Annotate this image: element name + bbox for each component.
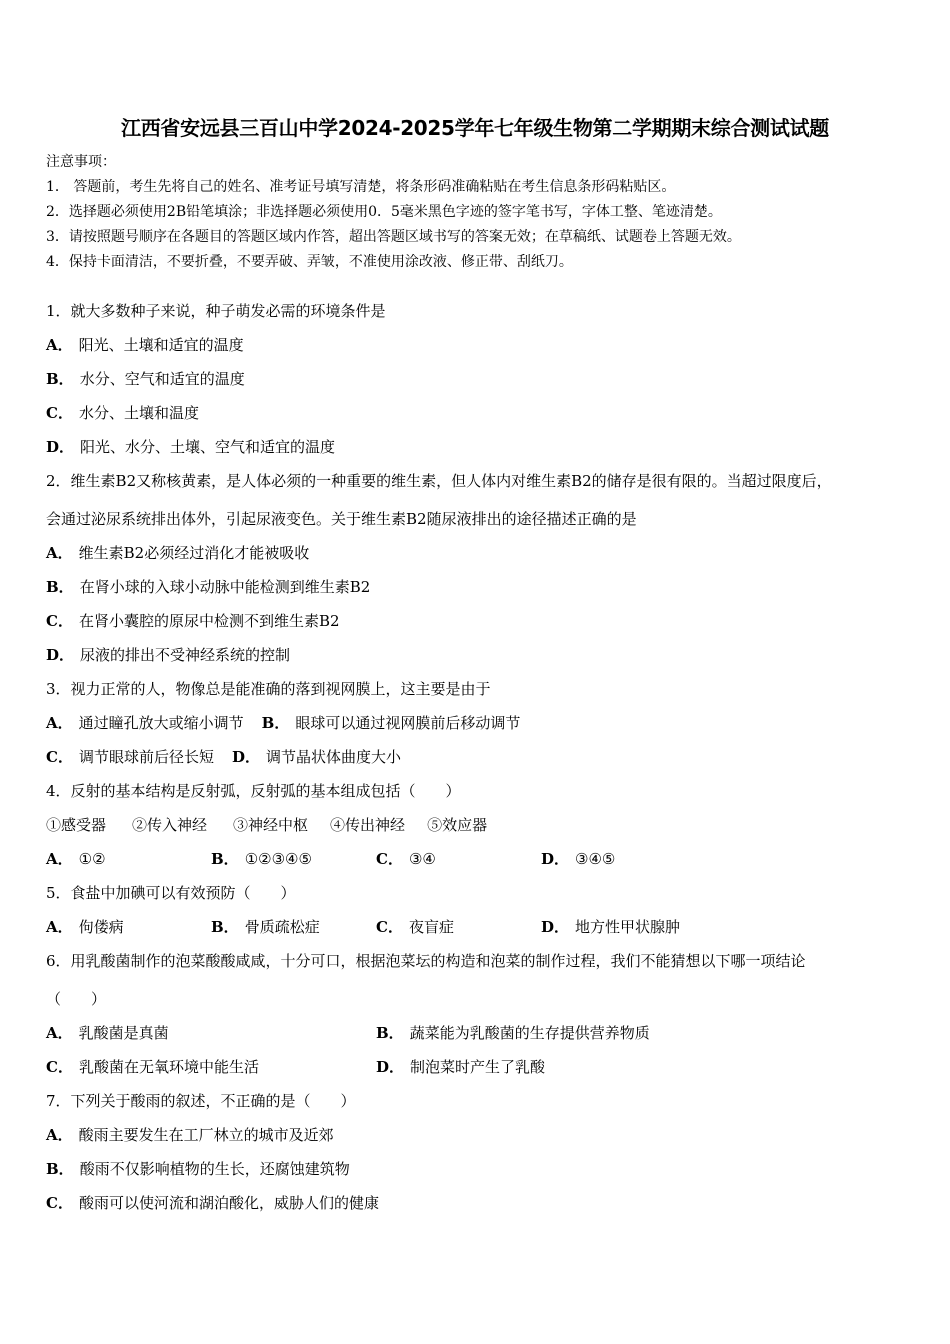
option-text: 骨质疏松症 <box>244 918 320 936</box>
option-text: ①②③④⑤ <box>244 850 312 868</box>
option-text: 酸雨主要发生在工厂林立的城市及近郊 <box>78 1126 334 1144</box>
question-6-option-d[interactable] <box>376 1053 545 1087</box>
option-label: B． <box>261 714 290 732</box>
question-2-option-a[interactable] <box>46 539 926 573</box>
notice-item: 1． 答题前，考生先将自己的姓名、准考证号填写清楚，将条形码准确粘贴在考生信息条形码粘贴区。 <box>46 179 676 195</box>
question-5-options <box>46 913 926 947</box>
option-label: D． <box>231 748 260 766</box>
option-text: 制泡菜时产生了乳酸 <box>410 1058 546 1076</box>
question-3-stem: 3．视力正常的人，物像总是能准确的落到视网膜上，这主要是由于 <box>46 680 491 698</box>
option-label: B． <box>46 1160 74 1178</box>
notice-heading: 注意事项： <box>46 154 116 170</box>
questions-section <box>46 297 926 1223</box>
question-1-option-d[interactable] <box>46 433 926 467</box>
question-2-stem-line-2: 会通过泌尿系统排出体外，引起尿液变色。关于维生素B2随尿液排出的途径描述正确的是 <box>46 510 637 528</box>
question-3-option-a[interactable] <box>46 709 244 737</box>
question-7-option-b[interactable] <box>46 1155 926 1189</box>
question-6-stem-line-1: 6．用乳酸菌制作的泡菜酸酸咸咸，十分可口，根据泡菜坛的构造和泡菜的制作过程，我们不能猜想以下哪一项结论 <box>46 952 806 970</box>
question-3-options-row-1 <box>46 709 926 743</box>
option-text: 维生素B2必须经过消化才能被吸收 <box>78 544 310 562</box>
option-label: A． <box>46 336 73 354</box>
question-5-stem: 5．食盐中加碘可以有效预防（ ） <box>46 884 296 902</box>
question-3-option-d[interactable] <box>232 743 401 771</box>
option-label: B． <box>376 1024 404 1042</box>
question-4-options <box>46 845 926 879</box>
option-text: 佝偻病 <box>78 918 124 936</box>
question-3-options-row-2 <box>46 743 926 777</box>
question-3-option-c[interactable] <box>46 743 214 771</box>
option-label: B． <box>211 850 239 868</box>
question-2-option-c[interactable] <box>46 607 926 641</box>
option-text: 酸雨可以使河流和湖泊酸化，威胁人们的健康 <box>78 1194 379 1212</box>
option-label: B． <box>211 918 239 936</box>
option-text: 调节晶状体曲度大小 <box>265 748 401 766</box>
option-text: 地方性甲状腺肿 <box>575 918 681 936</box>
option-text: 尿液的排出不受神经系统的控制 <box>80 646 291 664</box>
question-4-option-a[interactable] <box>46 845 211 879</box>
option-label: C． <box>376 850 403 868</box>
option-label: D． <box>46 646 75 664</box>
question-4-parts <box>46 811 926 845</box>
option-label: D． <box>541 918 570 936</box>
option-text: 在肾小囊腔的原尿中检测不到维生素B2 <box>78 612 340 630</box>
option-label: C． <box>376 918 403 936</box>
question-6-option-c[interactable] <box>46 1053 376 1087</box>
option-label: C． <box>46 748 73 766</box>
part-item: ①感受器 <box>46 816 107 834</box>
question-7-option-c[interactable] <box>46 1189 926 1223</box>
notice-item: 3．请按照题号顺序在各题目的答题区域内作答，超出答题区域书写的答案无效；在草稿纸、试题卷上答题无效。 <box>46 229 741 245</box>
option-text: 蔬菜能为乳酸菌的生存提供营养物质 <box>409 1024 650 1042</box>
option-label: A． <box>46 918 73 936</box>
option-label: D． <box>46 438 75 456</box>
option-text: 阳光、水分、土壤、空气和适宜的温度 <box>80 438 336 456</box>
question-5-option-a[interactable] <box>46 913 211 947</box>
option-text: ③④⑤ <box>575 850 616 868</box>
notice-item: 4．保持卡面清洁，不要折叠，不要弄破、弄皱，不准使用涂改液、修正带、刮纸刀。 <box>46 254 573 270</box>
question-4-option-c[interactable] <box>376 845 541 879</box>
option-label: C． <box>46 612 73 630</box>
option-text: ③④ <box>408 850 436 868</box>
option-label: A． <box>46 1024 73 1042</box>
question-6-option-b[interactable] <box>376 1019 650 1053</box>
part-item: ②传入神经 <box>132 816 208 834</box>
question-6-options-row-2 <box>46 1053 926 1087</box>
option-text: 酸雨不仅影响植物的生长，还腐蚀建筑物 <box>79 1160 350 1178</box>
question-1-option-a[interactable] <box>46 331 926 365</box>
option-text: 夜盲症 <box>408 918 454 936</box>
question-2-stem-line-1: 2．维生素B2又称核黄素，是人体必须的一种重要的维生素，但人体内对维生素B2的储存是很有限的。当超过限度后， <box>46 472 832 490</box>
option-label: B． <box>46 578 74 596</box>
option-label: A． <box>46 714 73 732</box>
question-6-stem-line-2: （ ） <box>46 990 107 1008</box>
question-3-option-b[interactable] <box>262 709 521 737</box>
question-5-option-d[interactable] <box>541 913 706 947</box>
option-text: 调节眼球前后径长短 <box>78 748 214 766</box>
option-label: A． <box>46 544 73 562</box>
notice-item: 2．选择题必须使用2B铅笔填涂；非选择题必须使用0．5毫米黑色字迹的签字笔书写，字体工整、笔迹清楚。 <box>46 204 722 220</box>
question-1-stem: 1．就大多数种子来说，种子萌发必需的环境条件是 <box>46 302 386 320</box>
option-text: 阳光、土壤和适宜的温度 <box>78 336 244 354</box>
option-label: C． <box>46 1194 73 1212</box>
question-4-stem: 4．反射的基本结构是反射弧，反射弧的基本组成包括（ ） <box>46 782 461 800</box>
question-7-stem: 7．下列关于酸雨的叙述，不正确的是（ ） <box>46 1092 356 1110</box>
notice-section <box>46 150 926 275</box>
part-item: ③神经中枢 <box>233 816 309 834</box>
part-item: ⑤效应器 <box>427 816 488 834</box>
option-label: C． <box>46 404 73 422</box>
option-text: 眼球可以通过视网膜前后移动调节 <box>295 714 521 732</box>
option-label: A． <box>46 850 73 868</box>
question-2-option-d[interactable] <box>46 641 926 675</box>
option-text: 水分、土壤和温度 <box>78 404 199 422</box>
option-label: B． <box>46 370 74 388</box>
question-1-option-c[interactable] <box>46 399 926 433</box>
option-label: D． <box>541 850 570 868</box>
question-1-option-b[interactable] <box>46 365 926 399</box>
part-item: ④传出神经 <box>330 816 406 834</box>
question-6-option-a[interactable] <box>46 1019 376 1053</box>
question-5-option-c[interactable] <box>376 913 541 947</box>
question-6-options-row-1 <box>46 1019 926 1053</box>
option-label: A． <box>46 1126 73 1144</box>
option-text: 乳酸菌是真菌 <box>78 1024 169 1042</box>
question-5-option-b[interactable] <box>211 913 376 947</box>
question-4-option-d[interactable] <box>541 845 706 879</box>
option-text: 乳酸菌在无氧环境中能生活 <box>78 1058 259 1076</box>
question-7-option-a[interactable] <box>46 1121 926 1155</box>
question-2-option-b[interactable] <box>46 573 926 607</box>
option-label: D． <box>376 1058 405 1076</box>
option-text: ①② <box>78 850 106 868</box>
option-text: 通过瞳孔放大或缩小调节 <box>78 714 244 732</box>
option-text: 在肾小球的入球小动脉中能检测到维生素B2 <box>79 578 371 596</box>
option-label: C． <box>46 1058 73 1076</box>
question-4-option-b[interactable] <box>211 845 376 879</box>
option-text: 水分、空气和适宜的温度 <box>79 370 245 388</box>
exam-title: 江西省安远县三百山中学2024-2025学年七年级生物第二学期期末综合测试试题 <box>121 116 829 140</box>
